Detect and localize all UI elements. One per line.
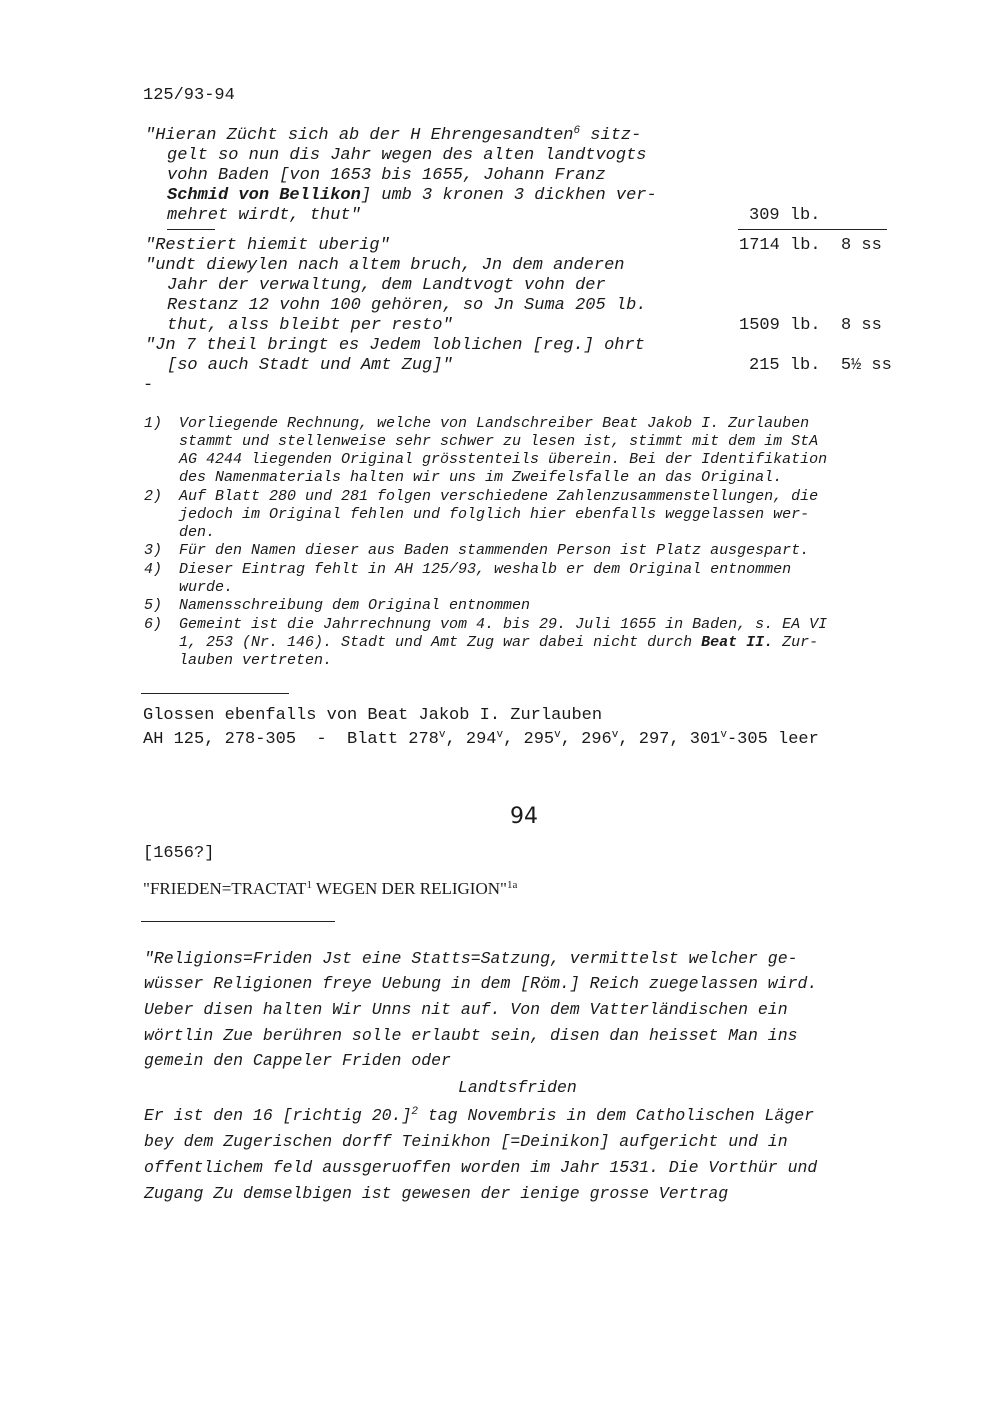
body-text: Er ist den 16 [richtig 20.]: [144, 1106, 412, 1125]
footnote-text: AG 4244 liegenden Original grösstenteils überein. Bei der Identifikation: [179, 451, 828, 468]
footnote-text: jedoch im Original fehlen und folglich hier ebenfalls weggelassen wer-: [179, 506, 810, 523]
folio-text: , 294: [445, 730, 497, 749]
body-line: bey dem Zugerischen dorff Teinikhon [=Deinikon] aufgericht und in: [144, 1132, 788, 1151]
document-date: [1656?]: [143, 844, 215, 863]
footnote-ref: 1a: [506, 879, 518, 891]
footnote-text: stammt und stellenweise sehr schwer zu lesen ist, stimmt mit dem im StA: [179, 433, 819, 450]
entry-line: "Restiert hiemit uberig": [145, 236, 390, 255]
separator-rule: [141, 693, 289, 694]
body-line: Zugang Zu demselbigen ist gewesen der ienige grosse Vertrag: [144, 1184, 729, 1203]
footnote-text: den.: [179, 524, 216, 541]
footnote-number: 6): [144, 616, 163, 633]
separator-rule: [141, 921, 335, 922]
folio-text: , 297, 301: [618, 730, 721, 749]
body-line: wüsser Religionen freye Uebung in dem [Röm.] Reich zuegelassen wird.: [144, 974, 818, 993]
footnote-text-part: Zur-: [773, 634, 819, 651]
entry-line: Jahr der verwaltung, dem Landtvogt vohn der: [167, 276, 606, 295]
footnote-text: Vorliegende Rechnung, welche von Landschreiber Beat Jakob I. Zurlauben: [179, 415, 810, 432]
entry-text: sitz-: [580, 126, 642, 145]
folio-text: , 295: [503, 730, 555, 749]
person-name: Schmid von Bellikon: [167, 186, 361, 205]
body-line: gemein den Cappeler Friden oder: [144, 1051, 451, 1070]
verso-mark: v: [720, 729, 727, 741]
footnote-number: 2): [144, 488, 163, 505]
footnote-text: Namensschreibung dem Original entnommen: [179, 597, 531, 614]
person-name: Beat II.: [701, 634, 774, 651]
folio-text: , 296: [560, 730, 612, 749]
entry-line: "undt diewylen nach altem bruch, Jn dem anderen: [145, 256, 625, 275]
footnote-number: 3): [144, 542, 163, 559]
entry-line: "Jn 7 theil bringt es Jedem loblichen [reg.] ohrt: [145, 336, 645, 355]
footnote-number: 5): [144, 597, 163, 614]
body-line: offentlichem feld aussgeruoffen worden im Jahr 1531. Die Vorthür und: [144, 1158, 818, 1177]
entry-text: "Hieran Zücht sich ab der H Ehrengesandten: [145, 126, 574, 145]
footnote-text: lauben vertreten.: [179, 652, 333, 669]
footnote-text: Gemeint ist die Jahrrechnung vom 4. bis 29. Juli 1655 in Baden, s. EA VI: [179, 616, 828, 633]
verso-mark: v: [611, 729, 619, 741]
amount: 215 lb. 5½ ss: [749, 356, 892, 375]
title-text: "FRIEDEN=TRACTAT: [143, 879, 307, 898]
footnote-text: wurde.: [179, 579, 234, 596]
title-text: WEGEN DER RELIGION": [311, 879, 507, 898]
body-text: tag Novembris in dem Catholischen Läger: [417, 1106, 815, 1125]
body-line: "Religions=Friden Jst eine Statts=Satzung, vermittelst welcher ge-: [144, 949, 798, 968]
folio-text: -305 leer: [726, 730, 819, 749]
entry-line: Restanz 12 vohn 100 gehören, so Jn Suma 205 lb.: [167, 296, 647, 315]
amount: 1714 lb. 8 ss: [739, 236, 882, 255]
centered-heading: Landtsfriden: [458, 1078, 577, 1097]
entry-text: ] umb 3 kronen 3 dickhen ver-: [360, 186, 657, 205]
footnote-text: Auf Blatt 280 und 281 folgen verschiedene Zahlenzusammenstellungen, die: [179, 488, 819, 505]
footnote-number: 1): [144, 415, 163, 432]
footnote-ref: 2: [411, 1106, 418, 1118]
verso-mark: v: [554, 729, 561, 741]
glossen-note: Glossen ebenfalls von Beat Jakob I. Zurlauben: [143, 706, 603, 725]
document-number: 94: [510, 804, 538, 829]
entry-line: [167, 186, 657, 206]
footnote-text: Dieser Eintrag fehlt in AH 125/93, weshalb er dem Original entnommen: [179, 561, 792, 578]
footnote-ref: 6: [573, 125, 581, 137]
entry-line: gelt so nun dis Jahr wegen des alten landtvogts: [167, 146, 647, 165]
sum-line: [738, 229, 887, 230]
footnote-text: [179, 634, 818, 652]
document-title: [143, 878, 517, 902]
footnote-number: 4): [144, 561, 163, 578]
dash: -: [143, 376, 154, 395]
entry-line: [so auch Stadt und Amt Zug]": [167, 356, 453, 375]
folio-text: AH 125, 278-305 - Blatt 278: [143, 730, 439, 749]
verso-mark: v: [496, 729, 504, 741]
footnote-text: des Namenmaterials halten wir uns im Zweifelsfalle an das Original.: [179, 469, 783, 486]
footnote-ref: 1: [306, 879, 312, 891]
entry-line: mehret wirdt, thut": [167, 206, 361, 225]
amount: 309 lb.: [749, 206, 821, 225]
folio-note: [143, 728, 819, 753]
entry-line: [145, 126, 641, 147]
footnote-text-part: 1, 253 (Nr. 146). Stadt und Amt Zug war dabei nicht durch: [179, 634, 702, 651]
verso-mark: v: [438, 729, 446, 741]
amount: 1509 lb. 8 ss: [739, 316, 882, 335]
body-line: Ueber disen halten Wir Unns nit auf. Von dem Vatterländischen ein: [144, 1000, 788, 1019]
entry-line: thut, alss bleibt per resto": [167, 316, 453, 335]
footnote-text: Für den Namen dieser aus Baden stammenden Person ist Platz ausgespart.: [179, 542, 810, 559]
body-line: wörtlin Zue berühren solle erlaubt sein, disen dan heisset Man ins: [144, 1026, 798, 1045]
page-reference: 125/93-94: [143, 86, 235, 105]
body-line: [144, 1103, 814, 1132]
divider: [167, 229, 215, 230]
entry-line: vohn Baden [von 1653 bis 1655, Johann Franz: [167, 166, 606, 185]
